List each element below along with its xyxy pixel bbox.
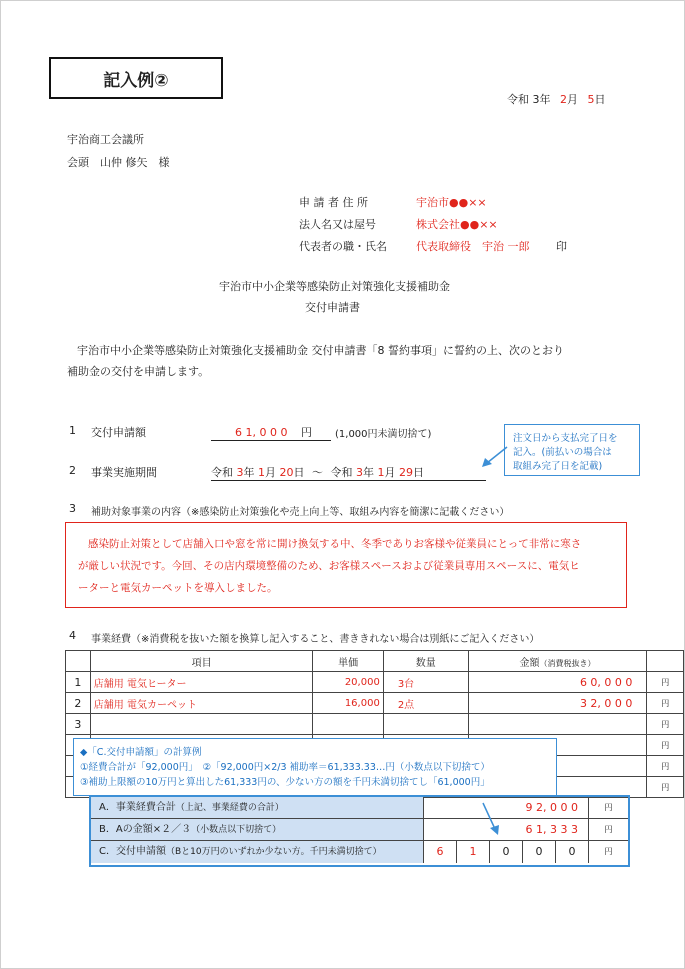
doc-title: 宇治市中小企業等感染防止対策強化支援補助金 — [219, 280, 450, 293]
summary-c-note: （Bと10万円のいずれか少ない方。千円未満切捨て） — [165, 847, 382, 857]
table-row — [66, 672, 684, 693]
address-value: 宇治市●●×× — [416, 196, 487, 209]
start-year-unit: 年 — [243, 466, 255, 479]
calc-example-callout — [73, 738, 557, 796]
end-year: 3 — [356, 466, 363, 479]
summary-c-title: C．交付申請額 — [99, 846, 166, 857]
section3-label: 補助対象事業の内容（※感染防止対策強化や売上向上等、取組み内容を簡潔に記載ください） — [91, 507, 510, 518]
header-amount-label: 金額 — [519, 657, 540, 669]
section4-label: 事業経費（※消費税を抜いた額を換算し記入すること、書ききれない場合は別紙にご記入ください） — [91, 634, 540, 645]
period-callout-line-2: 記入。(前払いの場合は — [513, 447, 612, 458]
row-amount: 6 0, 0 0 0 — [468, 672, 647, 693]
summary-a-label — [91, 797, 423, 819]
date-year: 3 — [532, 93, 540, 106]
section1-amount-field — [211, 424, 331, 441]
start-day: 20 — [279, 466, 294, 479]
header-no — [66, 651, 91, 672]
rep-value: 代表取締役 宇治 一郎 — [416, 240, 530, 253]
row-no: 1 — [66, 672, 91, 693]
summary-b-note: （小数点以下切捨て） — [191, 825, 282, 835]
period-tilde: ～ — [312, 466, 323, 479]
start-day-unit: 日 — [293, 466, 305, 479]
addressee-name: 会頭 山仲 修矢 様 — [67, 156, 170, 169]
content-line-1: 感染防止対策として店舗入口や窓を常に開け換気する中、冬季でありお客様や従業員にとって非常に寒さ — [88, 538, 582, 550]
section3-content-box — [65, 522, 627, 608]
section1-num: 1 — [69, 424, 76, 437]
row-no: 3 — [66, 714, 91, 735]
period-callout-line-3: 取組み完了日を記載) — [513, 461, 603, 472]
start-month-unit: 月 — [265, 466, 276, 479]
header-price: 単価 — [313, 651, 383, 672]
address-label: 申 請 者 住 所 — [299, 196, 368, 209]
header-yen — [647, 651, 684, 672]
table-row — [66, 714, 684, 735]
date-day-unit: 日 — [594, 93, 606, 106]
digit-cell: 0 — [568, 845, 576, 858]
row-yen: 円 — [647, 756, 684, 777]
calc-arrow-icon — [479, 801, 503, 837]
company-value: 株式会社●●×× — [416, 218, 498, 231]
period-field — [211, 464, 486, 481]
addressee-org: 宇治商工会議所 — [67, 133, 144, 146]
summary-block — [89, 795, 630, 867]
intro-line-1: 宇治市中小企業等感染防止対策強化支援補助金 交付申請書「8 誓約事項」に誓約の上、次のとおり — [77, 344, 564, 357]
summary-a-value: 9 2, 0 0 0 — [423, 797, 588, 819]
content-line-2: が厳しい状況です。今回、その店内環境整備のため、お客様スペースおよび従業員専用スペースに、電気ヒ — [78, 560, 580, 572]
section1-amount: 6 1, 0 0 0 — [235, 426, 288, 439]
summary-row-a — [91, 797, 628, 819]
section3-num: 3 — [69, 502, 76, 515]
date-era: 令和 — [507, 93, 529, 106]
summary-c-yen: 円 — [588, 841, 628, 863]
section1-label: 交付申請額 — [91, 426, 146, 439]
start-year: 3 — [236, 466, 244, 479]
row-price — [313, 714, 383, 735]
summary-b-title: B．Aの金額×２／３ — [99, 824, 192, 835]
date-month: 2 — [560, 93, 567, 106]
summary-a-yen: 円 — [588, 797, 628, 819]
digit-cell: 6 — [424, 841, 457, 863]
summary-c-label — [91, 841, 423, 863]
row-price: 20,000 — [313, 672, 383, 693]
row-amount: 3 2, 0 0 0 — [468, 693, 647, 714]
row-qty: 2点 — [383, 693, 468, 714]
row-item: 店舗用 電気カーペット — [90, 693, 313, 714]
calc-example-title: ◆「C.交付申請額」の計算例 — [80, 747, 202, 758]
row-yen: 円 — [647, 693, 684, 714]
company-label: 法人名又は屋号 — [299, 218, 376, 231]
row-item — [90, 714, 313, 735]
summary-b-value: 6 1, 3 3 3 — [423, 819, 588, 841]
period-callout — [504, 424, 640, 476]
header-qty: 数量 — [383, 651, 468, 672]
summary-b-yen: 円 — [588, 819, 628, 841]
end-year-unit: 年 — [363, 466, 374, 479]
date-month-unit: 月 — [567, 93, 578, 106]
section4-num: 4 — [69, 629, 76, 642]
end-month: 1 — [377, 466, 385, 479]
summary-a-title: A．事業経費合計 — [99, 802, 176, 813]
digit-cell: 0 — [523, 841, 556, 863]
header-item: 項目 — [90, 651, 313, 672]
content-line-3: ーターと電気カーペットを導入しました。 — [78, 582, 278, 594]
submission-date — [507, 91, 606, 107]
end-month-unit: 月 — [384, 466, 396, 479]
section2-label: 事業実施期間 — [91, 466, 157, 479]
end-era: 令和 — [330, 466, 353, 479]
row-item: 店舗用 電気ヒーター — [90, 672, 313, 693]
row-no: 2 — [66, 693, 91, 714]
section1-note: (1,000円未満切捨て) — [335, 429, 432, 440]
header-amount-note: （消費税抜き） — [539, 658, 596, 668]
section2-num: 2 — [69, 464, 76, 477]
rep-label: 代表者の職・氏名 — [299, 240, 387, 253]
summary-b-label — [91, 819, 423, 841]
summary-a-note: （上記、事業経費の合計） — [175, 803, 284, 813]
calc-example-line-1: ①経費合計が「92,000円」 ②「92,000円×2/3 補助率＝61,333.33…円（小数点以下切捨て） — [80, 762, 490, 773]
calc-example-line-2: ③補助上限額の10万円と算出した61,333円の、少ない方の額を千円未満切捨てし「61,000円」 — [80, 777, 490, 788]
summary-c-digits — [423, 841, 588, 863]
period-callout-line-1: 注文日から支払完了日を — [513, 433, 618, 444]
date-year-unit: 年 — [539, 93, 551, 106]
table-header-row — [66, 651, 684, 672]
header-amount — [468, 651, 647, 672]
end-day-unit: 日 — [413, 466, 424, 479]
date-day: 5 — [587, 93, 595, 106]
summary-row-b — [91, 819, 628, 841]
summary-row-c — [91, 841, 628, 863]
intro-line-2: 補助金の交付を申請します。 — [67, 365, 210, 378]
row-yen: 円 — [647, 777, 684, 798]
doc-subtitle: 交付申請書 — [305, 301, 360, 314]
digit-cell: 0 — [490, 841, 523, 863]
example-label: 記入例② — [49, 57, 223, 99]
seal-mark: 印 — [556, 240, 567, 253]
row-qty — [383, 714, 468, 735]
start-month: 1 — [258, 466, 265, 479]
row-yen: 円 — [647, 735, 684, 756]
row-yen: 円 — [647, 714, 684, 735]
row-qty: 3台 — [383, 672, 468, 693]
row-price: 16,000 — [313, 693, 383, 714]
callout-arrow-icon — [479, 445, 509, 469]
digit-cell: 1 — [457, 841, 490, 863]
table-row — [66, 693, 684, 714]
row-amount — [468, 714, 647, 735]
section1-yen: 円 — [300, 426, 312, 439]
start-era: 令和 — [211, 466, 233, 479]
row-yen: 円 — [647, 672, 684, 693]
end-day: 29 — [399, 466, 413, 479]
